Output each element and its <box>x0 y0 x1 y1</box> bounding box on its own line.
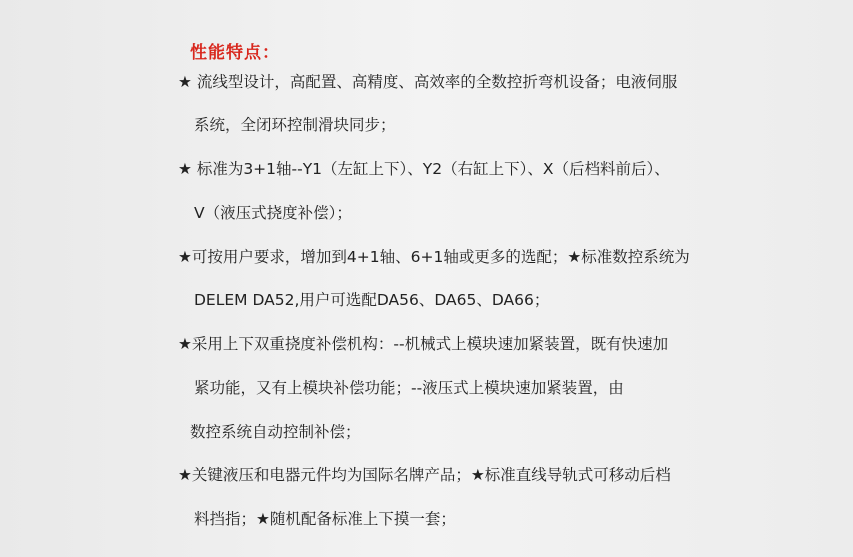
feature-line-11: 料挡指；★随机配备标准上下摸一套； <box>194 510 456 528</box>
feature-line-3: ★ 标准为3+1轴--Y1（左缸上下）、Y2（右缸上下）、X（后档料前后）、 <box>178 160 670 178</box>
feature-line-7: ★采用上下双重挠度补偿机构：--机械式上模块速加紧装置，既有快速加 <box>178 335 669 353</box>
feature-line-5: ★可按用户要求，增加到4+1轴、6+1轴或更多的选配；★标准数控系统为 <box>178 248 690 266</box>
feature-line-4: V（液压式挠度补偿）； <box>194 204 352 222</box>
section-heading: 性能特点： <box>190 43 280 63</box>
feature-line-1: ★ 流线型设计，高配置、高精度、高效率的全数控折弯机设备；电液伺服 <box>178 73 678 91</box>
feature-line-2: 系统，全闭环控制滑块同步； <box>194 116 396 134</box>
feature-line-6: DELEM DA52,用户可选配DA56、DA65、DA66； <box>194 291 550 309</box>
feature-line-9: 数控系统自动控制补偿； <box>190 423 361 441</box>
feature-line-10: ★关键液压和电器元件均为国际名牌产品；★标准直线导轨式可移动后档 <box>178 466 671 484</box>
feature-line-8: 紧功能，又有上模块补偿功能；--液压式上模块速加紧装置，由 <box>194 379 624 397</box>
